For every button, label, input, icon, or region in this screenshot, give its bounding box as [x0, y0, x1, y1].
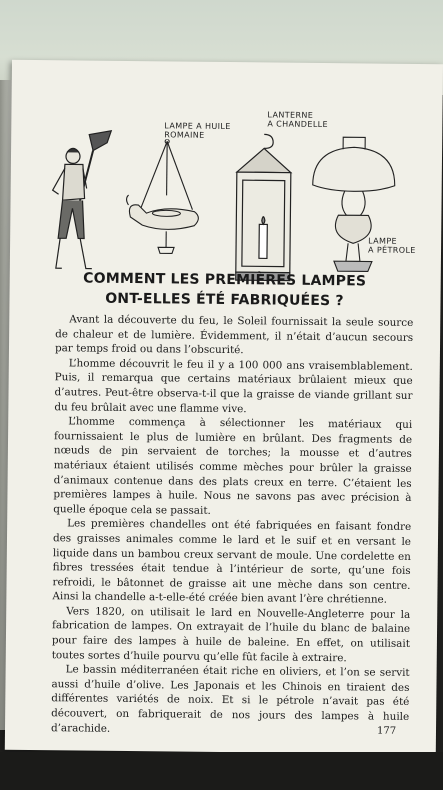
paragraph-6: Le bassin méditerranéen était riche en oliviers, et l’on se servit aussi d’huile d’olive. Les Japonais et les Chinois en tiraient des différentes variétés de noix. Et si le pétrole n’avait pas été découvert, on fabriquerait de nos jours des lampes à huile d’arachide. [50, 663, 410, 735]
headline-line-2: ONT-ELLES ÉTÉ FABRIQUÉES ? [105, 290, 344, 310]
label-petrol-lamp: LAMPE A PÉTROLE [367, 236, 416, 255]
petrol-lamp-illustration [308, 135, 400, 286]
roman-oil-lamp-illustration [116, 139, 217, 260]
page-number: 177 [376, 725, 397, 737]
paragraph-2: L’homme découvrit le feu il y a 100 000 ans vraisemblablement. Puis, il remarqua que certains matériaux brûlaient mieux que d’autres. Peut-être observa-t-il que la graisse de viande grillant sur du feu brûlait avec une flamme vive. [54, 357, 413, 415]
book-page [5, 60, 443, 754]
candle-lantern-illustration [228, 132, 300, 293]
paragraph-3: L’homme commença à sélectionner les matériaux qui fournissaient le plus de lumière en brûlant. Des fragments de nœuds de pin servaient de torches; la mousse et d’autres matériaux étaient utilisés comme mèches pour brûler la graisse d’animaux contenue dans des plats creux en terre. C’étaient les premières lampes à huile. Nous ne savons pas avec précision à quelle époque cela se passait. [53, 415, 413, 517]
caveman-torch-illustration [48, 128, 120, 289]
paragraph-5: Vers 1820, on utilisait le lard en Nouvelle-Angleterre pour la fabrication de lampes. On extrayait de l’huile du blanc de balaine pour faire des lampes à huile de baleine. En effet, on utilisait toutes sortes d’huile pourvu qu’elle fût facile à extraire. [51, 605, 411, 664]
label-lantern: LANTERNE A CHANDELLE [267, 110, 329, 130]
article-body [51, 312, 413, 739]
headline-line-1: COMMENT LES PREMIÈRES LAMPES [83, 270, 367, 290]
paragraph-4: Les premières chandelles ont été fabriquées en faisant fondre des graisses animales comme le lard et le suif et en versant le liquide dans un bambou creux servant de moule. Une cordelette en fibres tressées était tendue à l’intérieur de sorte, qu’une fois refroidi, le bâtonnet de graisse ait une mèche dans son centre. Ainsi la chandelle a-t-elle-été créée bien avant l’ère chrétienne. [52, 517, 412, 606]
table-shadow [0, 752, 443, 790]
label-oil-lamp: LAMPE A HUILE ROMAINE [164, 121, 231, 140]
page-headline [49, 268, 399, 312]
paragraph-1: Avant la découverte du feu, le Soleil fournissait la seule source de chaleur et de lumière. Évidemment, il n’était d’aucun secours par temps froid ou dans l’obscurité. [54, 313, 414, 357]
